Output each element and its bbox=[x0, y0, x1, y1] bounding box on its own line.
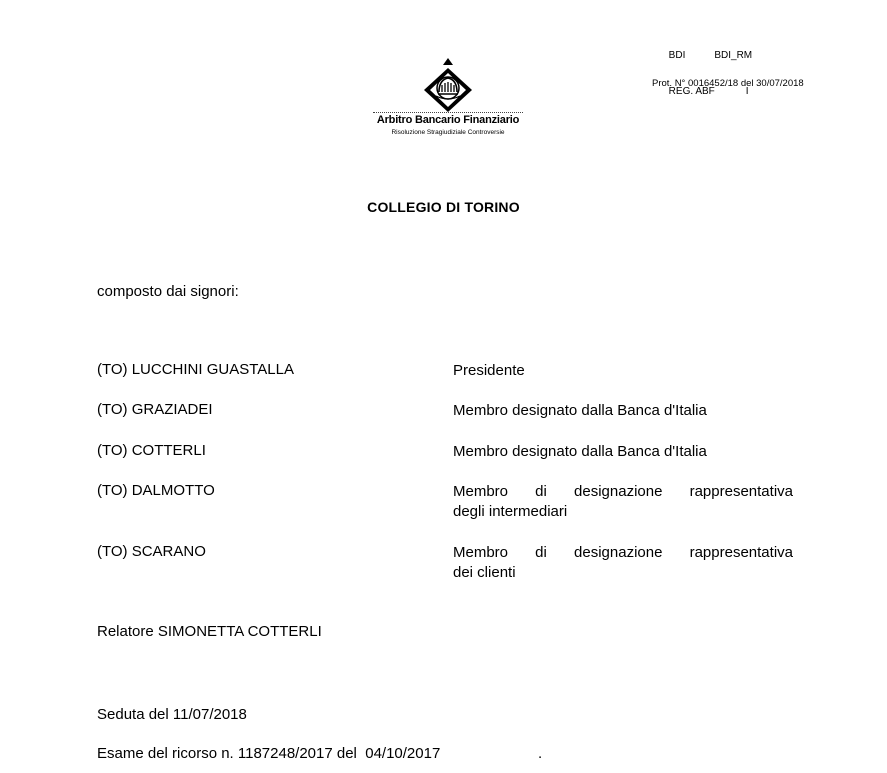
logo-name: Arbitro Bancario Finanziario bbox=[376, 114, 520, 126]
codes-row-1 bbox=[652, 38, 752, 74]
member-role bbox=[453, 543, 793, 583]
member-name: (TO) GRAZIADEI bbox=[97, 401, 213, 418]
member-role: Membro designato dalla Banca d'Italia bbox=[453, 443, 707, 460]
member-name: (TO) SCARANO bbox=[97, 543, 206, 560]
code-reg-abf: REG. ABF bbox=[668, 86, 715, 97]
member-name: (TO) LUCCHINI GUASTALLA bbox=[97, 361, 294, 378]
esame-trailing-dot: . bbox=[538, 745, 543, 762]
member-role-line: Membro di designazione rappresentativa bbox=[453, 544, 793, 561]
logo-subtitle: Risoluzione Stragiudiziale Controversie bbox=[391, 129, 505, 136]
header-codes bbox=[652, 38, 752, 110]
member-role-line: degli intermediari bbox=[453, 503, 568, 520]
protocol-number: Prot. N° 0016452/18 del 30/07/2018 bbox=[652, 78, 804, 89]
college-title: COLLEGIO DI TORINO bbox=[367, 199, 520, 215]
abf-emblem-icon bbox=[420, 56, 476, 112]
member-role bbox=[453, 482, 793, 522]
member-role: Presidente bbox=[453, 362, 525, 379]
code-bdi: BDI bbox=[668, 50, 686, 61]
seduta-date: Seduta del 11/07/2018 bbox=[97, 706, 247, 723]
member-role: Membro designato dalla Banca d'Italia bbox=[453, 402, 707, 419]
esame-ricorso: Esame del ricorso n. 1187248/2017 del 04/10/2017 bbox=[97, 745, 441, 762]
member-name: (TO) COTTERLI bbox=[97, 442, 206, 459]
member-role-line: Membro di designazione rappresentativa bbox=[453, 483, 793, 500]
code-reg-value: I bbox=[745, 86, 749, 97]
code-bdi-rm: BDI_RM bbox=[714, 50, 753, 61]
logo-divider bbox=[373, 112, 523, 113]
member-role-line: dei clienti bbox=[453, 564, 516, 581]
intro-text: composto dai signori: bbox=[97, 283, 239, 300]
relatore-text: Relatore SIMONETTA COTTERLI bbox=[97, 623, 322, 640]
member-name: (TO) DALMOTTO bbox=[97, 482, 215, 499]
abf-logo bbox=[368, 56, 528, 146]
